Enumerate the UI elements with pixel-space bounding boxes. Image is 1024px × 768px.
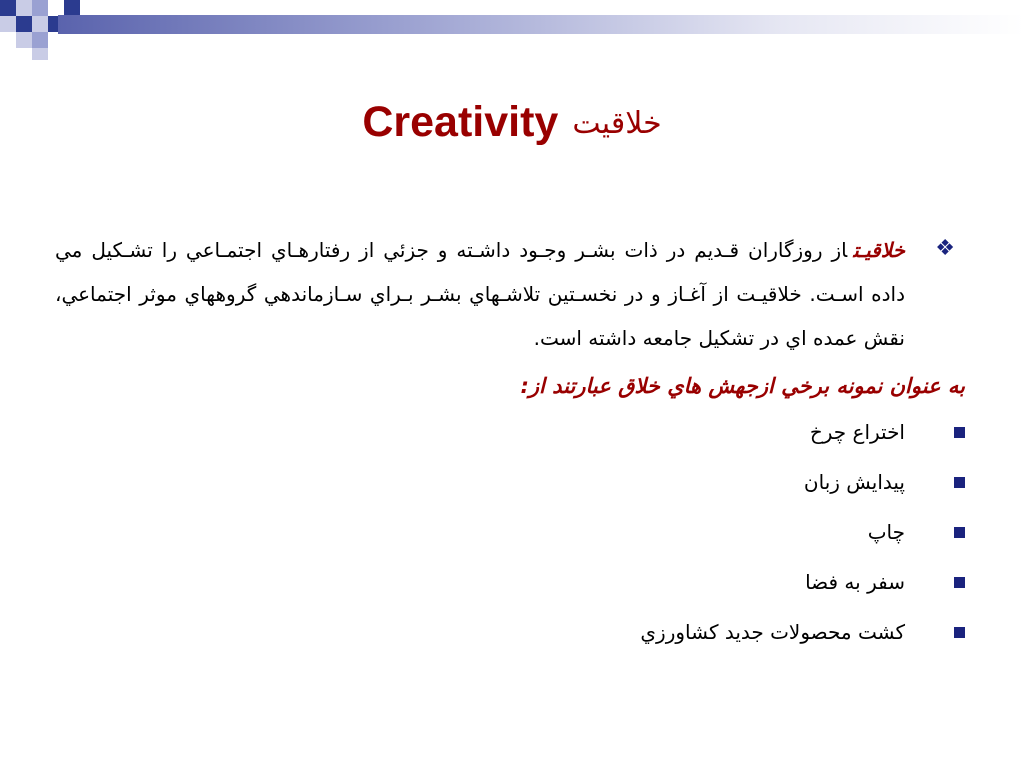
deco-square [0,16,16,32]
deco-square [64,0,80,16]
square-bullet-icon [954,477,965,488]
paragraph-text: از روزگاران قـديم در ذات بشـر وجـود داشـته و جزئي از رفتارهـاي اجتمـاعي را تشـكيل مي داده اسـت. خلاقيـت از آغـاز و در نخسـتين تلاشـهاي بشـر بـراي سـازماندهي گروههاي موثر اجتماعي، نقش عمده اي در تشكيل جامعه داشته است. [55,238,905,350]
diamond-bullet-icon: ❖ [935,236,955,261]
highlighted-term: خلاقيـت [853,238,905,262]
list-item [55,512,965,562]
list-item-text: چاپ [867,520,905,544]
examples-list [55,412,965,662]
list-item [55,412,965,462]
deco-square [32,32,48,48]
header-gradient-bar [58,15,1024,34]
list-item-text: كشت محصولات جديد كشاورزي [640,620,905,644]
slide-title-english: Creativity [362,98,559,146]
deco-square [16,32,32,48]
slide-title [0,94,1024,152]
square-bullet-icon [954,427,965,438]
list-item [55,462,965,512]
list-item [55,562,965,612]
square-bullet-icon [954,627,965,638]
list-item-text: اختراع چرخ [809,420,905,444]
square-bullet-icon [954,577,965,588]
list-item-text: پيدايش زبان [803,470,905,494]
list-item-text: سفر به فضا [805,570,905,594]
deco-square [32,0,48,16]
deco-square [0,0,16,16]
deco-square [16,0,32,16]
slide-title-persian: خلاقيت [572,106,662,141]
list-item [55,612,965,662]
examples-subheading: به عنوان نمونه برخي ازجهش هاي خلاق عبارتند از: [520,374,965,398]
deco-square [16,16,32,32]
deco-square [32,48,48,60]
intro-paragraph [55,228,965,360]
square-bullet-icon [954,527,965,538]
deco-square [32,16,48,32]
slide-content [55,228,965,662]
